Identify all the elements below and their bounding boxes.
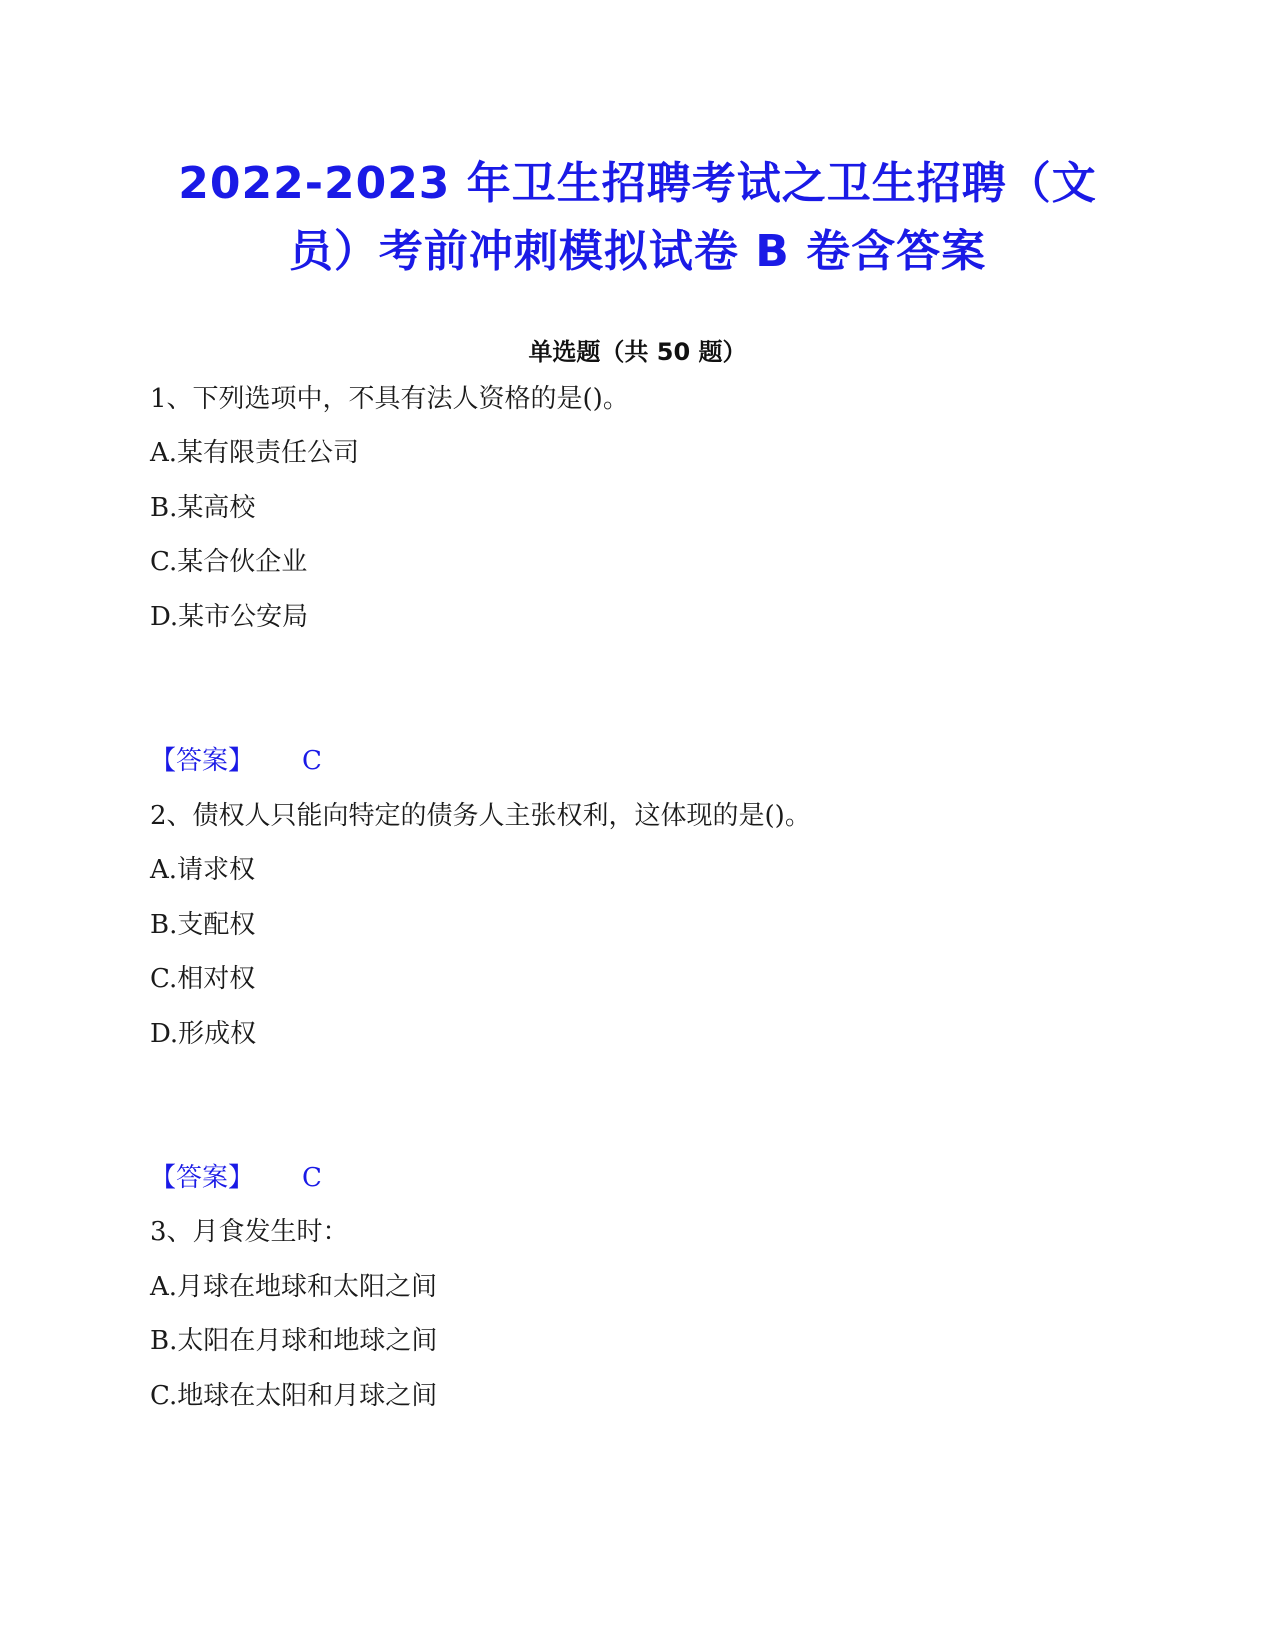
question-1-stem: 1、下列选项中，不具有法人资格的是()。 <box>150 384 629 414</box>
question-1-option-b: B.某高校 <box>150 493 256 523</box>
question-3-option-c: C.地球在太阳和月球之间 <box>150 1381 438 1411</box>
document-title <box>130 150 1145 286</box>
answer-value: C <box>302 1163 322 1193</box>
answer-label: 【答案】 <box>150 1163 255 1193</box>
question-2-option-a: A.请求权 <box>150 855 256 885</box>
answer-value: C <box>302 746 322 776</box>
question-1-option-c: C.某合伙企业 <box>150 547 308 577</box>
question-2-answer <box>150 1157 322 1194</box>
question-3-stem: 3、月食发生时： <box>150 1217 349 1247</box>
title-line-2: 员）考前冲刺模拟试卷 B 卷含答案 <box>288 226 987 277</box>
question-1-option-a: A.某有限责任公司 <box>150 438 360 468</box>
question-2-option-c: C.相对权 <box>150 964 256 994</box>
question-2-stem: 2、债权人只能向特定的债务人主张权利，这体现的是()。 <box>150 801 811 831</box>
question-2-option-d: D.形成权 <box>150 1019 257 1049</box>
section-heading: 单选题（共 50 题） <box>528 338 747 366</box>
title-line-1: 2022-2023 年卫生招聘考试之卫生招聘（文 <box>178 158 1097 209</box>
question-1-option-d: D.某市公安局 <box>150 602 309 632</box>
question-3-option-a: A.月球在地球和太阳之间 <box>150 1272 438 1302</box>
question-1-answer <box>150 740 322 777</box>
question-3-option-b: B.太阳在月球和地球之间 <box>150 1326 438 1356</box>
question-2-option-b: B.支配权 <box>150 910 256 940</box>
answer-label: 【答案】 <box>150 746 255 776</box>
